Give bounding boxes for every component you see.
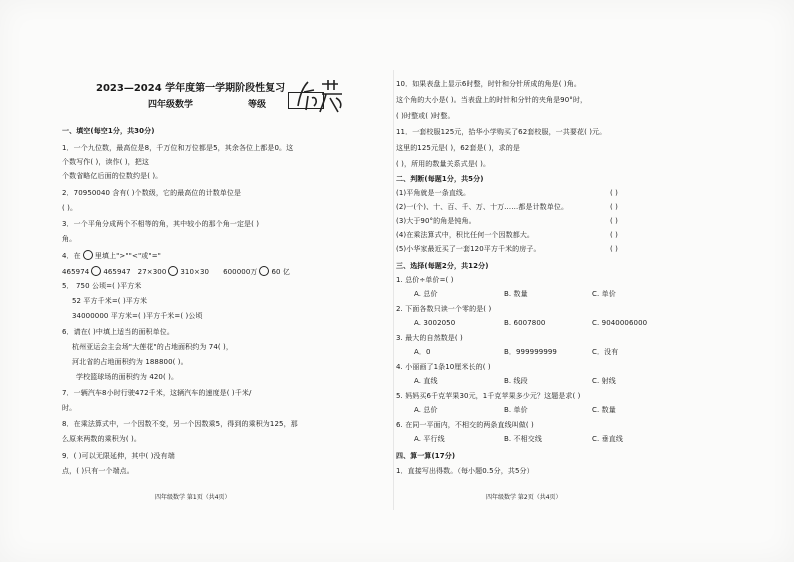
question-9-line1: 9．( )可以无限延伸，其中( )没有端 [62,452,175,460]
question-6-line4-text: 学校篮球场的面积约为 420( )。 [76,373,179,381]
choice-4-a[interactable]: A. 直线 [414,377,438,385]
compare-2-right: 310×30 [180,268,210,276]
judge-answer-3[interactable]: ( ) [610,217,618,225]
choice-3: 3. 最大的自然数是( ) [396,334,463,342]
judge-item-3: (3)大于90°的角是钝角。 [396,217,476,225]
question-6-line1: 6．请在( )中填上适当的面积单位。 [62,328,174,336]
choice-6: 6. 在同一平面内，不相交的两条直线叫做( ) [396,421,534,429]
question-5-line3 [62,312,203,321]
grade-label: 等级 [248,100,267,110]
question-6-line2-text: 杭州亚运会主会场"大莲花"的占地面积约为 74( )， [72,343,233,351]
choice-3-c[interactable]: C．没有 [592,348,619,356]
column-divider [393,70,394,510]
question-6-line3 [62,358,188,367]
question-9-line2: 点，( )只有一个端点。 [62,467,134,475]
question-5-line2 [62,297,147,306]
choice-1: 1. 总价÷单价=( ) [396,276,454,284]
question-6-line2 [62,343,233,352]
choice-4-b[interactable]: B. 线段 [504,377,528,385]
question-7-line2: 时。 [62,404,77,412]
section-judge-title: 二、判断(每题1分，共5分) [396,175,484,183]
question-4-suffix: 里填上">""<"或"=" [94,252,161,260]
judge-item-2: (2)一(个)、十、百、千、万、十万……都是计数单位。 [396,203,569,211]
question-8-line2: 么原来两数的乘积为( )。 [62,435,141,443]
judge-item-1: (1)平角就是一条直线。 [396,189,471,197]
footer-page-1: 四年级数学 第1页（共4页） [155,494,231,501]
exam-subject: 四年级数学 [148,100,194,110]
compare-3-left: 600000万 [223,268,258,276]
choice-5: 5. 妈妈买6千克苹果30元，1千克苹果多少元？这题是求( ) [396,392,581,400]
footer-page-2: 四年级数学 第2页（共4页） [486,494,562,501]
question-10-line2: 这个角的大小是( )。当表盘上的时针和分针的夹角是90°时， [396,96,588,104]
judge-answer-4[interactable]: ( ) [610,231,618,239]
calc-instruction: 1．直接写出得数。（每小题0.5分，共5分） [396,467,534,475]
question-10-line1: 10．如果表盘上显示6时整，时针和分针所成的角是( )角。 [396,80,581,88]
question-6-line4 [62,373,178,382]
handwritten-signature [292,76,354,116]
section-calc-title: 四、算一算(17分) [396,452,456,460]
choice-6-a[interactable]: A. 平行线 [414,435,445,443]
question-1-line1: 1．一个九位数，最高位是8，千万位和万位都是5，其余各位上都是0。这 [62,144,294,152]
choice-1-b[interactable]: B. 数量 [504,290,528,298]
question-5-line2-text: 52 平方千米=( )平方米 [72,297,148,305]
choice-1-a[interactable]: A. 总价 [414,290,438,298]
circle-icon [83,250,93,260]
exam-title: 2023—2024 学年度第一学期阶段性复习 [96,83,286,94]
question-5-line3-text: 34000000 平方米=( )平方千米=( )公顷 [72,312,203,320]
choice-6-b[interactable]: B. 不相交线 [504,435,542,443]
question-4-prefix: 4．在 [62,252,81,260]
question-11-line3: ( )，所用的数量关系式是( )。 [396,160,491,168]
compare-circle-3[interactable] [259,266,269,276]
choice-3-b[interactable]: B．999999999 [504,348,557,356]
compare-1-right: 465947 [103,268,131,276]
question-7-line1: 7．一辆汽车8小时行驶472千米，这辆汽车的速度是( )千米/ [62,389,252,397]
choice-2-a[interactable]: A. 3002050 [414,319,456,327]
choice-2-b[interactable]: B. 6007800 [504,319,546,327]
choice-6-c[interactable]: C. 垂直线 [592,435,623,443]
compare-circle-2[interactable] [168,266,178,276]
choice-5-a[interactable]: A. 总价 [414,406,438,414]
choice-5-b[interactable]: B. 单价 [504,406,528,414]
section-fill-in-title: 一、填空(每空1分，共30分) [62,127,155,135]
judge-answer-1[interactable]: ( ) [610,189,618,197]
section-choice-title: 三、选择(每题2分，共12分) [396,262,489,270]
choice-1-c[interactable]: C. 单价 [592,290,616,298]
question-6-line3-text: 河北省的占地面积约为 188800( )。 [72,358,188,366]
judge-item-4: (4)在乘法算式中，积比任何一个因数都大。 [396,231,535,239]
compare-2-left: 27×300 [137,268,167,276]
question-1-line2: 个数写作( )，读作( )，把这 [62,158,149,166]
compare-1-left: 465974 [62,268,90,276]
question-4-instruction [62,250,161,261]
choice-4: 4. 小丽画了1条10厘米长的( ) [396,363,491,371]
judge-item-5: (5)小华家最近买了一套120平方千米的房子。 [396,245,541,253]
question-5-line1: 5． 750 公顷=( )平方米 [62,282,142,290]
question-4-comparisons [62,266,290,277]
choice-4-c[interactable]: C. 射线 [592,377,616,385]
question-11-line2: 这里的125元是( )，62套是( )，求的是 [396,144,520,152]
judge-answer-2[interactable]: ( ) [610,203,618,211]
choice-5-c[interactable]: C. 数量 [592,406,616,414]
question-8-line1: 8．在乘法算式中，一个因数不变，另一个因数乘5，得到的乘积为125，那 [62,420,298,428]
choice-2-c[interactable]: C. 9040006000 [592,319,648,327]
question-3-line2: 角。 [62,235,77,243]
choice-3-a[interactable]: A．0 [414,348,431,356]
compare-circle-1[interactable] [91,266,101,276]
question-1-line3: 个数省略亿后面的位数约是( )。 [62,172,163,180]
question-3-line1: 3．一个平角分成两个不相等的角，其中较小的那个角一定是( ) [62,220,260,228]
question-11-line1: 11．一套校服125元，拾华小学购买了62套校服，一共要花( )元。 [396,128,607,136]
compare-3-right: 60 亿 [271,268,291,276]
question-2-line2: ( )。 [62,204,78,212]
question-2-line1: 2．70950040 含有( )个数级，它的最高位的计数单位是 [62,189,242,197]
judge-answer-5[interactable]: ( ) [610,245,618,253]
choice-2: 2. 下面各数只读一个零的是( ) [396,305,492,313]
question-10-line3: ( )时整或( )时整。 [396,112,455,120]
